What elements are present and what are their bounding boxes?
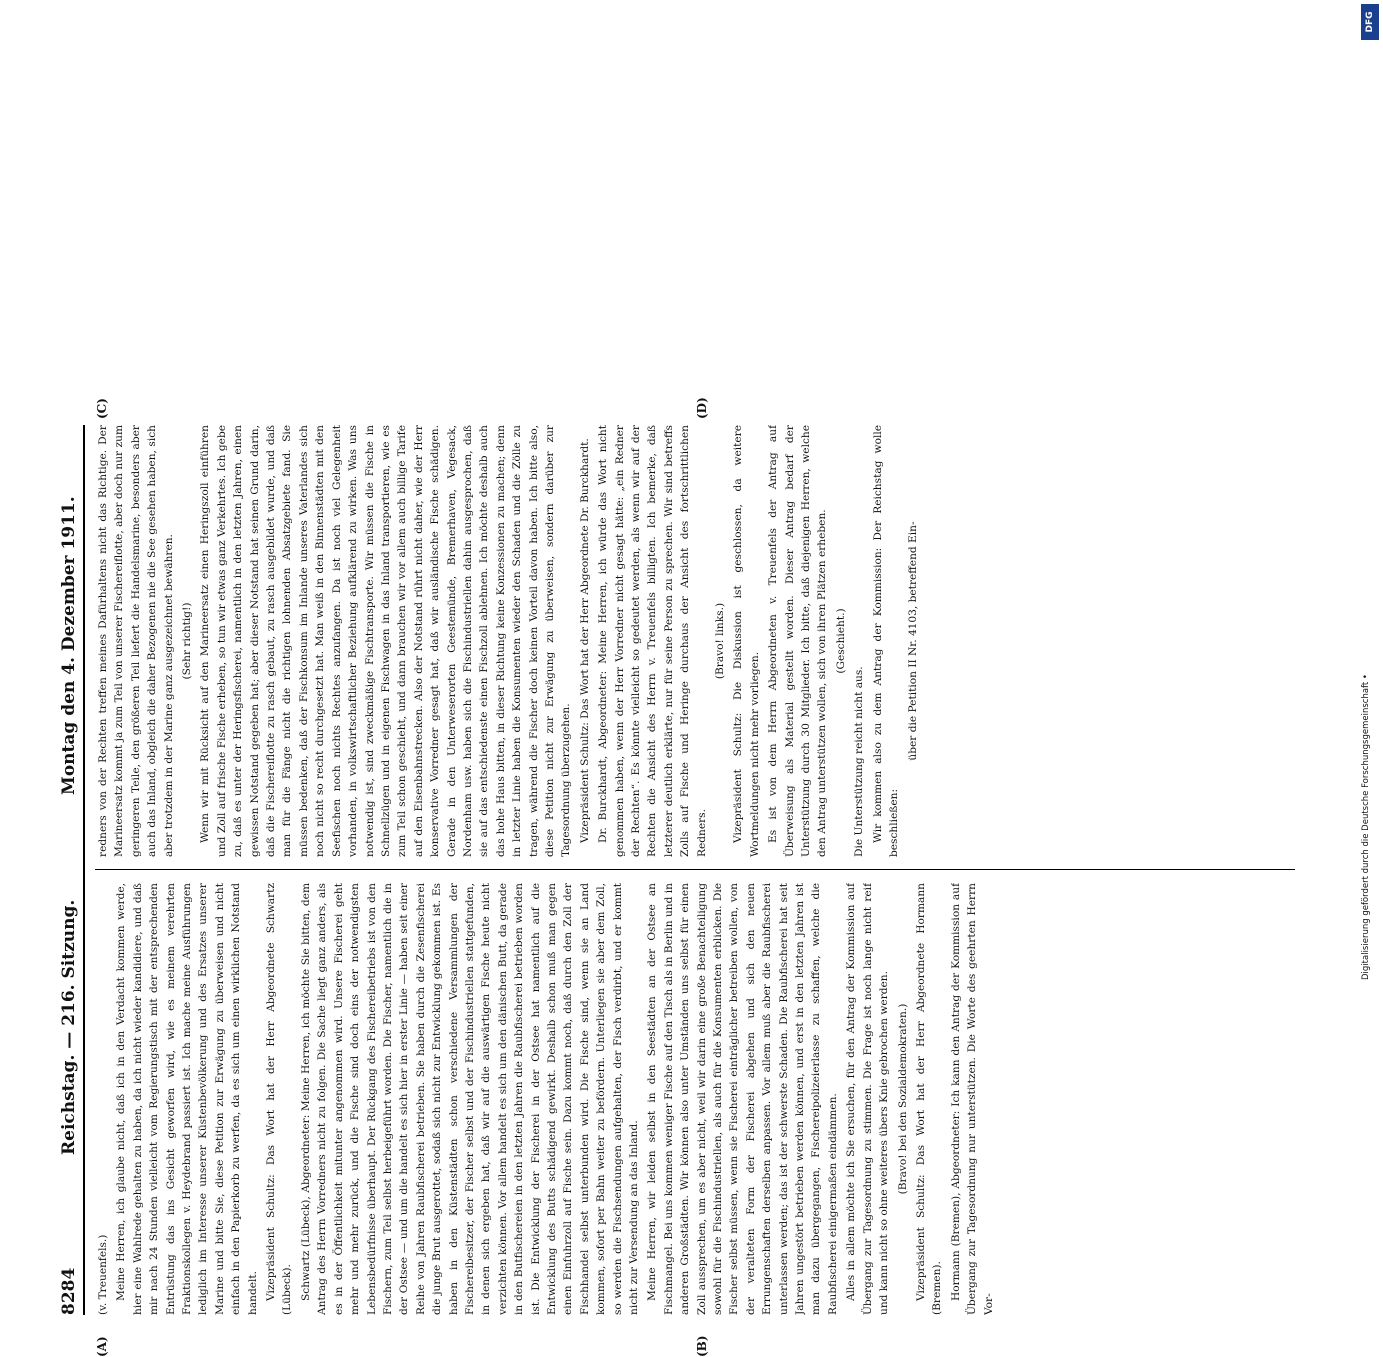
paragraph: Meine Herren, wir leiden selbst in den Seestädten an der Ostsee an Fischmangel. Bei uns kommen weniger Fische auf den Tisch als in Berlin und in anderen Großstädten. Wir können also unter Umständen uns selbst für einen Zoll aussprechen, um es aber nicht, weil wir darin eine große Benachteiligung sowohl für die Fischindustriellen, als auch für die Konsumenten erblicken. Die Fischer selbst müssen, wenn sie Fischerei einträglicher betreiben wollen, von der veralteten Form der Fischerei abgehen und sich den neuen Errungenschaften derselben anpassen. Vor allem muß aber die Raubfischerei unterlassen werden; das ist der schwerste Schaden. Die Raubfischerei hat seit Jahren ungestört betrieben werden können, und erst in den letzten Jahren ist man dazu übergegangen, Fischereipolizeierlasse zu schaffen, welche die Raubfischerei einigermaßen eindämmen.: [644, 883, 841, 1315]
rotated-page-content: [55, 425, 1315, 1315]
margin-mark-c: (C): [95, 398, 109, 419]
paragraph: Dr. Burckhardt, Abgeordneter: Meine Herren, ich würde das Wort nicht genommen haben, wenn der Herr Vorredner nicht gesagt hätte: „ein Redner der Rechten“. Es könnte vielleicht so gedeutet werden, als wenn wir auf der Rechten die Ansicht des Herrn v. Treuenfels billigten. Ich bemerke, daß letzterer deutlich erklärte, nur für seine Person zu sprechen. Wir sind betreffs Zolls auf Fische und Heringe durchaus der Ansicht des fortschrittlichen Redners.: [595, 425, 710, 857]
interjection: (Sehr richtig!): [179, 425, 195, 857]
interjection: (Bravo! bei den Sozialdemokraten.): [895, 883, 911, 1315]
interjection: (Geschieht.): [833, 425, 849, 857]
paragraph: Vizepräsident Schultz: Die Diskussion ist geschlossen, da weitere Wortmeldungen nicht mehr vorliegen.: [730, 425, 763, 857]
paragraph: Schwartz (Lübeck), Abgeordneter: Meine Herren, ich möchte Sie bitten, dem Antrag des Herrn Vorredners nicht zu folgen. Die Sache liegt ganz anders, als es in der Öffentlichkeit mitunter angenommen wird. Unsere Fischerei geht mehr und mehr zurück, und die Fische sind doch eins der notwendigsten Lebensbedürfnisse überhaupt. Der Rückgang des Fischereibetriebs ist von den Fischern, zum Teil selbst herbeigeführt worden. Die Fischer, namentlich die in der Ostsee — und um die handelt es sich hier in erster Linie — haben seit einer Reihe von Jahren Raubfischerei betrieben. Sie haben durch die Zesenfischerei die junge Brut ausgerottet, sodaß sich nicht zur Entwicklung gekommen ist. Es haben in den Küstenstädten schon verschiedene Versammlungen der Fischereibesitzer, der Fischer selbst und der Fischindustriellen stattgefunden, in denen sich ergeben hat, daß wir auf die auswärtigen Fische heute nicht verzichten können. Vor allem handelt es sich um den dänischen Butt, da gerade in den Butfischereien in den letzten Jahren die Raubfischerei betrieben worden ist. Die Entwicklung der Fischerei in der Ostsee hat namentlich auf die Entwicklung des Butts schädigend gewirkt. Deshalb schon muß man gegen einen Einfuhrzoll auf Fische sein. Dazu kommt noch, daß durch den Zoll der Fischhandel selbst unterbunden wird. Die Fische sind, wenn sie an Land kommen, sofort per Bahn weiter zu befördern. Unterliegen sie aber dem Zoll, so werden die Fischsendungen aufgehalten, der Fisch verdirbt, und er kommt nicht zur Versendung an das Inland.: [298, 883, 643, 1315]
paragraph: Vizepräsident Schultz: Das Wort hat der Herr Abgeordnete Schwartz (Lübeck).: [263, 883, 296, 1315]
margin-mark-b: (B): [695, 1336, 709, 1357]
paragraph: Vizepräsident Schultz: Das Wort hat der Herr Abgeordnete Dr. Burckhardt.: [577, 425, 593, 857]
paragraph: Meine Herren, ich glaube nicht, daß ich in den Verdacht kommen werde, hier eine Wahlrede gehalten zu haben, da ich nicht wieder kandidiere, und daß mir nach 24 Stunden vielleicht vom Regierungstisch mit der entsprechenden Entrüstung das ins Gesicht geworfen wird, wie es meinem verehrten Fraktionskollegen v. Heydebrand passiert ist. Ich mache meine Ausführungen lediglich im Interesse unserer Küstenbevölkerung und des Ersatzes unserer Marine und bitte Sie, diese Petition zur Erwägung zu überweisen und nicht einfach in den Papierkorb zu werfen, da es sich um einen wirklichen Notstand handelt.: [113, 883, 261, 1315]
dfg-logo-text: DFG: [1361, 4, 1379, 40]
interjection: (Bravo! links.): [712, 425, 728, 857]
speaker-reference: (v. Treuenfels.): [95, 883, 111, 1315]
paragraph: redners von der Rechten treffen meines Dafürhaltens nicht das Richtige. Der Marineersatz kommt ja zum Teil von unserer Fischereiflotte, aber doch nur zum geringeren Teile, den größeren Teil liefert die Handelsmarine, besonders aber auch das Inland, obgleich die daher Bezogenen nie die See gesehen haben, sich aber trotzdem in der Marine ganz ausgezeichnet bewähren.: [95, 425, 177, 857]
right-column: [95, 425, 1305, 857]
header-title-left: Reichstag. — 216. Sitzung.: [59, 900, 79, 1155]
header-title-right: Montag den 4. Dezember 1911.: [59, 496, 79, 795]
page-number: 8284: [59, 1268, 79, 1315]
document-page: [55, 55, 1315, 945]
margin-mark-a: (A): [95, 1336, 109, 1357]
paragraph: Hormann (Bremen), Abgeordneter: Ich kann den Antrag der Kommission auf Übergang zur Tagesordnung nur unterstützen. Die Worte des geehrten Herrn Vor-: [948, 883, 997, 1315]
paragraph: Es ist von dem Herrn Abgeordneten v. Treuenfels der Antrag auf Überweisung als Material gestellt worden. Dieser Antrag bedarf der Unterstützung durch 30 Mitglieder. Ich bitte, daß diejenigen Herren, welche den Antrag unterstützen wollen, sich von ihren Plätzen erheben.: [765, 425, 831, 857]
paragraph: Vizepräsident Schultz: Das Wort hat der Herr Abgeordnete Hormann (Bremen).: [913, 883, 946, 1315]
paragraph: Alles in allem möchte ich Sie ersuchen, für den Antrag der Kommission auf Übergang zur Tagesordnung zu stimmen. Die Frage ist noch lange nicht reif und kann nicht so ohne weiteres übers Knie gebrochen werden.: [843, 883, 892, 1315]
running-header: [55, 425, 83, 1315]
header-rule: [83, 425, 85, 1315]
paragraph: Wenn wir mit Rücksicht auf den Marineersatz einen Heringszoll einführen und Zoll auf frische Fische erheben, so tun wir etwas ganz Verkehrtes. Ich gebe zu, daß es unter der Heringsfischerei, namentlich in den letzten Jahren, einen gewissen Notstand gegeben hat; aber dieser Notstand hat seinen Grund darin, daß die Fischereiflotte zu rasch gebaut, zu rasch ausgebildet wurde, und daß man für die Fänge nicht die richtigen lohnenden Absatzgebiete fand. Sie müssen bedenken, daß der Fischkonsum im Inlande unseres Vaterlandes sich noch nicht so recht durchgesetzt hat. Man weiß in den Binnenstädten mit den Seefischen noch nichts Rechtes anzufangen. Da ist noch viel Gelegenheit vorhanden, in volkswirtschaftlicher Beziehung aufklärend zu wirken. Was uns notwendig ist, sind zweckmäßige Fischtransporte. Wir müssen die Fische in Schnellzügen und in eigenen Fischwagen in das Inland transportieren, wie es zum Teil schon geschieht, und dann brauchen wir vor allem auch billige Tarife auf den Eisenbahnstrecken. Also der Notstand rührt nicht daher, wie der Herr konservative Vorredner gesagt hat, daß wir ausländische Fische schädigen. Gerade in den Unterweserorten Geestemünde, Bremerhaven, Vegesack, Nordenham usw. haben sich die Fischindustriellen dahin ausgesprochen, daß sie auf das entschiedenste einen Fischzoll ablehnen. Ich möchte deshalb auch das hohe Haus bitten, in dieser Richtung keine Konzessionen zu machen; denn in letzter Linie haben die Konsumenten wieder den Schaden und die Zölle zu tragen, während die Fischer doch keinen Vorteil davon haben. Ich bitte also, diese Petition nicht zur Erwägung zu überweisen, sondern darüber zur Tagesordnung überzugehen.: [197, 425, 574, 857]
paragraph: über die Petition II Nr. 4103, betreffend Ein-: [905, 425, 921, 857]
left-column: [95, 883, 1305, 1315]
margin-mark-d: (D): [695, 397, 709, 419]
paragraph: Wir kommen also zu dem Antrag der Kommission: Der Reichstag wolle beschließen:: [870, 425, 903, 857]
column-divider: [95, 869, 1295, 870]
credit-text: Digitalisierung gefördert durch die Deutsche Forschungsgemeinschaft •: [1361, 20, 1371, 980]
digitization-credit: [1361, 20, 1377, 980]
paragraph: Die Unterstützung reicht nicht aus.: [851, 425, 867, 857]
